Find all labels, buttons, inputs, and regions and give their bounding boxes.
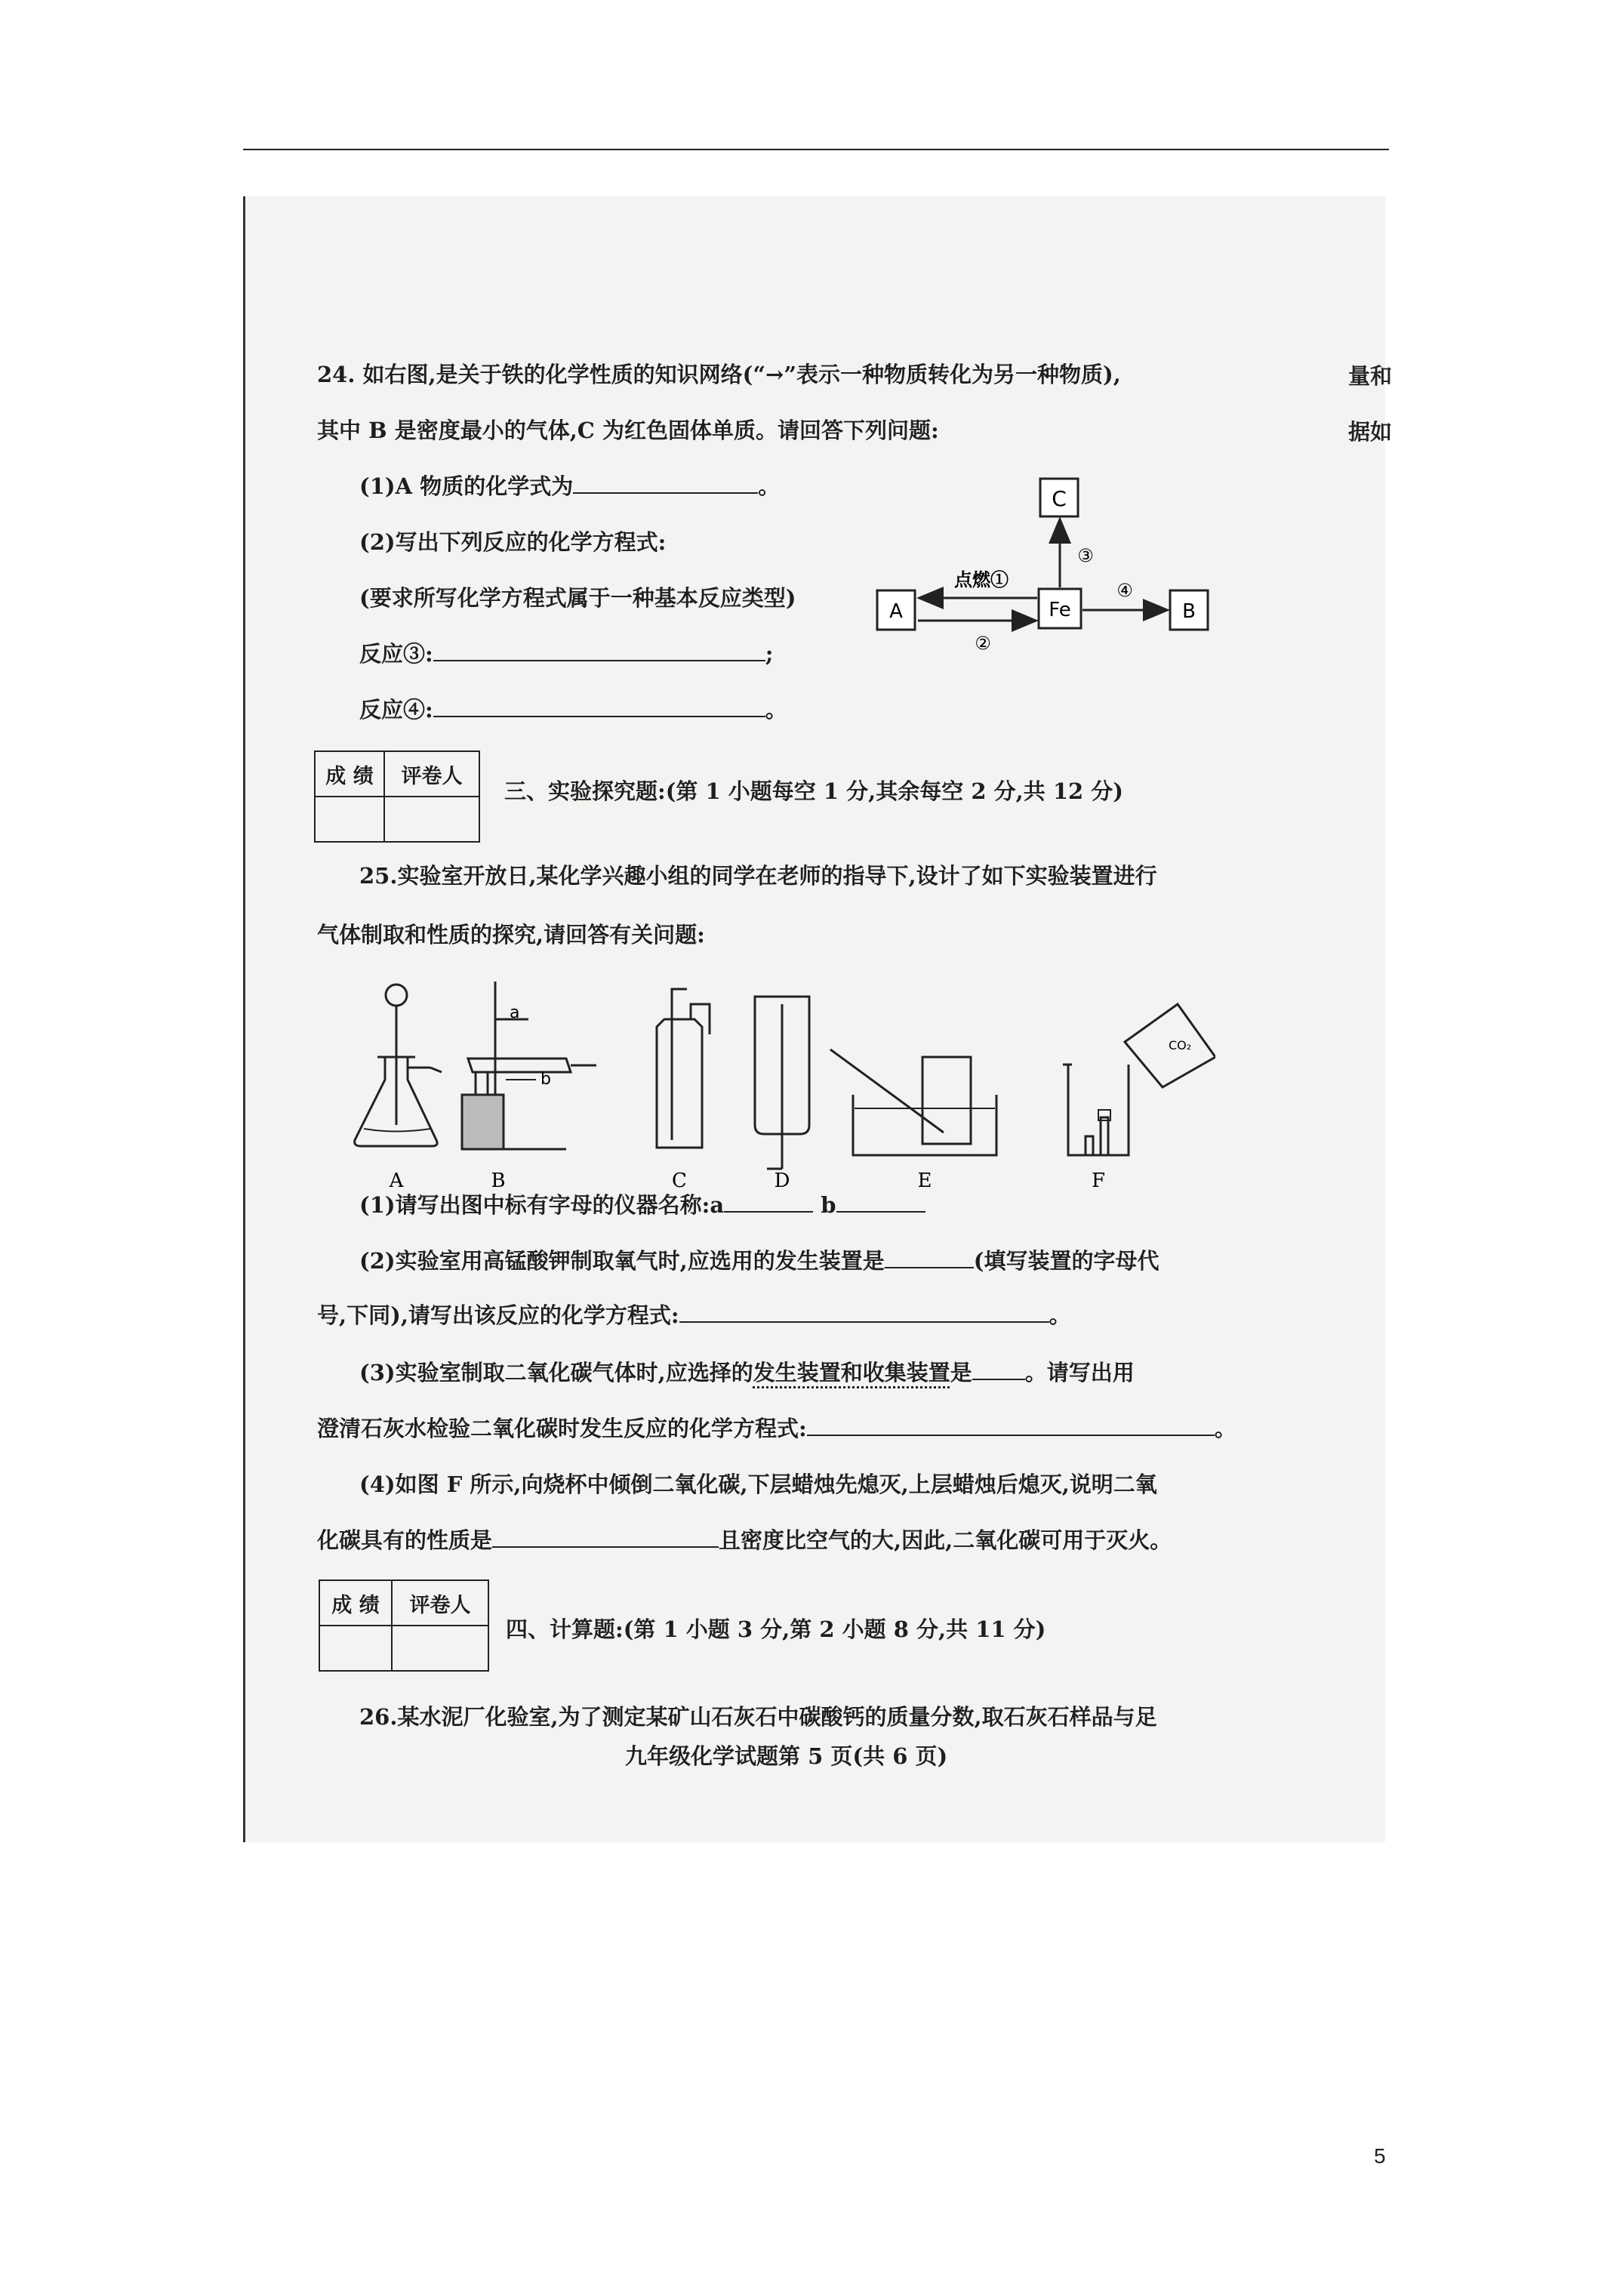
edge-text-1: 量和 xyxy=(1348,363,1393,389)
q25-line2: 气体制取和性质的探究,请回答有关问题: xyxy=(317,922,705,948)
q25-p1-mid: b xyxy=(821,1192,836,1218)
score-header-2: 成 绩 xyxy=(319,1580,392,1626)
score-cell[interactable] xyxy=(315,797,384,842)
q25-p3-line2-suffix: 。 xyxy=(1214,1416,1236,1441)
apparatus-f xyxy=(1063,1004,1215,1155)
answer-blank-25-2b[interactable] xyxy=(679,1302,1049,1323)
label-c: C xyxy=(672,1170,687,1192)
q24-part2: (2)写出下列反应的化学方程式: xyxy=(359,529,667,555)
grader-header-2: 评卷人 xyxy=(392,1580,488,1626)
q25-p1-prefix: (1)请写出图中标有字母的仪器名称:a xyxy=(359,1192,725,1218)
q25-p3-emphasis: 发生装置和收集装置 xyxy=(753,1360,950,1385)
answer-blank-24-1[interactable] xyxy=(573,473,758,494)
answer-blank-25-4[interactable] xyxy=(492,1527,719,1548)
answer-blank-24-r4[interactable] xyxy=(433,696,765,717)
q25-p4-prefix: 化碳具有的性质是 xyxy=(317,1527,493,1553)
iron-network-diagram xyxy=(861,468,1253,672)
apparatus-c xyxy=(657,989,710,1148)
co2-label: CO₂ xyxy=(1169,1038,1192,1052)
q25-p3-suffix: 。请写出用 xyxy=(1024,1360,1135,1385)
q26-line1: 26.某水泥厂化验室,为了测定某矿山石灰石中碳酸钙的质量分数,取石灰石样品与足 xyxy=(359,1704,1157,1730)
grader-cell-2[interactable] xyxy=(392,1626,488,1671)
top-rule xyxy=(243,149,1389,150)
marker-a: a xyxy=(510,1003,520,1022)
q25-p3-line2-prefix: 澄清石灰水检验二氧化碳时发生反应的化学方程式: xyxy=(317,1416,807,1441)
arrow-label-3: ③ xyxy=(1077,545,1094,566)
label-a: A xyxy=(389,1170,404,1192)
section4-title: 四、计算题:(第 1 小题 3 分,第 2 小题 8 分,共 11 分) xyxy=(506,1616,1046,1642)
arrow-label-4: ④ xyxy=(1116,580,1133,601)
box-b-label: B xyxy=(1182,600,1196,623)
q25-line1: 25.实验室开放日,某化学兴趣小组的同学在老师的指导下,设计了如下实验装置进行 xyxy=(359,863,1157,889)
apparatus-e xyxy=(830,1049,996,1155)
q25-part4-line1: (4)如图 F 所示,向烧杯中倾倒二氧化碳,下层蜡烛先熄灭,上层蜡烛后熄灭,说明二氧 xyxy=(359,1472,1157,1497)
exam-page-footer: 九年级化学试题第 5 页(共 6 页) xyxy=(625,1743,948,1769)
score-header: 成 绩 xyxy=(315,751,384,797)
score-cell-2[interactable] xyxy=(319,1626,392,1671)
q24-part2-note: (要求所写化学方程式属于一种基本反应类型) xyxy=(359,585,796,611)
q24-line2: 其中 B 是密度最小的气体,C 为红色固体单质。请回答下列问题: xyxy=(317,418,939,443)
label-e: E xyxy=(917,1170,932,1192)
answer-blank-25-b[interactable] xyxy=(836,1191,925,1213)
marker-b: b xyxy=(540,1070,551,1089)
box-fe-label: Fe xyxy=(1049,599,1071,621)
q24-part1-prefix: (1)A 物质的化学式为 xyxy=(359,473,574,499)
q24-r3-prefix: 反应③: xyxy=(359,641,433,667)
q25-part1 xyxy=(359,1191,925,1219)
q25-part2-line2 xyxy=(317,1302,1071,1329)
score-table-section4 xyxy=(319,1579,489,1672)
q25-p2-suffix: (填写装置的字母代 xyxy=(973,1248,1160,1274)
answer-blank-25-2a[interactable] xyxy=(885,1247,974,1268)
q25-p3-mid: 是 xyxy=(950,1360,972,1385)
arrow-label-2: ② xyxy=(975,633,991,654)
arrow-label-ignite: 点燃① xyxy=(954,569,1009,590)
q24-r4-prefix: 反应④: xyxy=(359,697,433,723)
score-table-section3 xyxy=(314,750,480,843)
q24-r3-suffix: ; xyxy=(765,641,774,667)
q25-part4-line2 xyxy=(317,1527,1172,1554)
q25-p2-line2-prefix: 号,下同),请写出该反应的化学方程式: xyxy=(317,1302,679,1328)
box-a-label: A xyxy=(889,600,903,623)
q24-part1 xyxy=(359,473,780,500)
section3-title: 三、实验探究题:(第 1 小题每空 1 分,其余每空 2 分,共 12 分) xyxy=(504,778,1124,804)
q24-reaction4 xyxy=(359,696,787,723)
apparatus-a xyxy=(355,985,442,1146)
label-d: D xyxy=(774,1170,790,1192)
box-c-label: C xyxy=(1052,486,1067,511)
q25-p4-suffix: 且密度比空气的大,因此,二氧化碳可用于灭火。 xyxy=(719,1527,1172,1553)
label-b: B xyxy=(491,1170,506,1192)
label-f: F xyxy=(1091,1170,1106,1192)
q25-p3-prefix: (3)实验室制取二氧化碳气体时,应选择的 xyxy=(359,1360,753,1385)
apparatus-b xyxy=(462,982,596,1149)
q24-reaction3 xyxy=(359,640,773,667)
q24-part1-suffix: 。 xyxy=(758,473,781,499)
answer-blank-25-3b[interactable] xyxy=(807,1415,1215,1436)
q24-r4-suffix: 。 xyxy=(765,697,787,723)
answer-blank-25-a[interactable] xyxy=(724,1191,813,1213)
answer-blank-24-r3[interactable] xyxy=(433,640,765,661)
answer-blank-25-3a[interactable] xyxy=(972,1359,1025,1380)
page-number: 5 xyxy=(1374,2144,1386,2168)
q25-part2-line1 xyxy=(359,1247,1159,1274)
edge-text-2: 据如 xyxy=(1348,419,1393,445)
q24-line1: 24. 如右图,是关于铁的化学性质的知识网络(“→”表示一种物质转化为另一种物质), xyxy=(317,362,1121,387)
q25-part3-line1 xyxy=(359,1359,1135,1386)
q25-p2-line2-suffix: 。 xyxy=(1049,1302,1071,1328)
grader-cell[interactable] xyxy=(384,797,479,842)
grader-header: 评卷人 xyxy=(384,751,479,797)
q25-part3-line2 xyxy=(317,1415,1236,1442)
apparatus-d xyxy=(755,997,809,1169)
apparatus-figure xyxy=(347,974,1215,1193)
q25-p2-prefix: (2)实验室用高锰酸钾制取氧气时,应选用的发生装置是 xyxy=(359,1248,885,1274)
